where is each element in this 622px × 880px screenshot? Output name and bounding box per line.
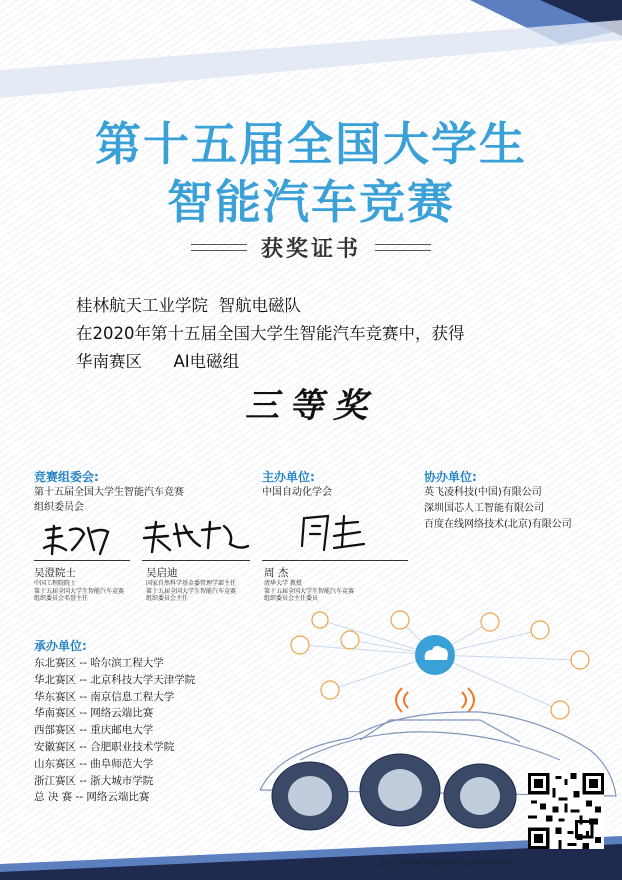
hosts-list	[34, 655, 195, 806]
cloud-icon	[415, 635, 455, 675]
committee-line-1: 第十五届全国大学生智能汽车竞赛	[34, 487, 184, 498]
sponsor-name: 中国自动化学会	[262, 487, 332, 498]
host-item: 山东赛区 -- 曲阜师范大学	[34, 757, 154, 770]
title-line-1: 第十五届全国大学生	[95, 117, 527, 171]
footer-note: 第十五届全国大学生智能汽车竞赛官方网站	[380, 859, 513, 867]
host-item: 西部赛区 -- 重庆邮电大学	[34, 724, 154, 737]
title-line-2: 智能汽车竞赛	[167, 175, 455, 229]
coorganizer-item: 百度在线网络技术(北京)有限公司	[424, 519, 572, 530]
committee-heading: 竞赛组委会:	[34, 470, 99, 484]
signer-zhou-jie: 周 杰	[264, 567, 289, 579]
certificate-subtitle: 获奖证书	[260, 237, 361, 262]
sponsor-heading: 主办单位:	[262, 470, 315, 484]
coorganizer-item: 英飞凌科技(中国)有限公司	[424, 487, 542, 498]
award-division: 华南赛区 AI电磁组	[76, 352, 240, 371]
subtitle-row	[0, 232, 622, 263]
top-corner-band	[0, 0, 622, 110]
coorganizers-heading: 协办单位:	[424, 470, 477, 484]
host-item: 东北赛区 -- 哈尔滨工程大学	[34, 657, 164, 669]
wifi-icon	[396, 688, 474, 712]
host-item: 浙江赛区 -- 浙大城市学院	[34, 774, 154, 787]
signature-line-1	[34, 560, 130, 561]
signer-wu-qidi-title: 国家自然科学基金委管理学部主任 第十五届全国大学生智能汽车竞赛 组织委员会主任	[146, 580, 237, 602]
host-item: 安徽赛区 -- 合肥职业技术学院	[34, 740, 175, 753]
prize-level: 三等奖	[245, 386, 377, 426]
award-statement: 在2020年第十五届全国大学生智能汽车竞赛中，获得	[76, 324, 465, 343]
hosts-heading: 承办单位:	[34, 639, 87, 653]
signer-wu-cheng: 吴澄院士	[34, 567, 76, 579]
committee-line-2: 组织委员会	[34, 502, 84, 513]
right-divider	[375, 244, 431, 251]
signature-wu-cheng	[40, 520, 120, 560]
left-divider	[191, 244, 247, 251]
recipient: 桂林航天工业学院 智航电磁队	[76, 296, 301, 315]
signature-wu-qidi	[140, 516, 250, 556]
host-item: 华南赛区 -- 网络云端比赛	[34, 707, 154, 720]
signature-zhou-jie	[298, 510, 368, 556]
signer-wu-cheng-title: 中国工程院院士 第十五届全国大学生智能汽车竞赛 组织委员会名誉主任	[34, 580, 125, 602]
signer-wu-qidi: 吴启迪	[146, 567, 178, 579]
host-item: 华北赛区 -- 北京科技大学天津学院	[34, 673, 196, 686]
signature-line-3	[262, 560, 408, 561]
signer-zhou-jie-title: 清华大学 教授 第十五届全国大学生智能汽车竞赛 组织委员会主任委员	[264, 580, 355, 602]
coorganizer-item: 深圳国芯人工智能有限公司	[424, 503, 544, 514]
signature-line-2	[142, 560, 250, 561]
host-item: 华东赛区 -- 南京信息工程大学	[34, 690, 175, 703]
host-item: 总 决 赛 -- 网络云端比赛	[34, 791, 150, 804]
qr-code	[528, 773, 604, 849]
